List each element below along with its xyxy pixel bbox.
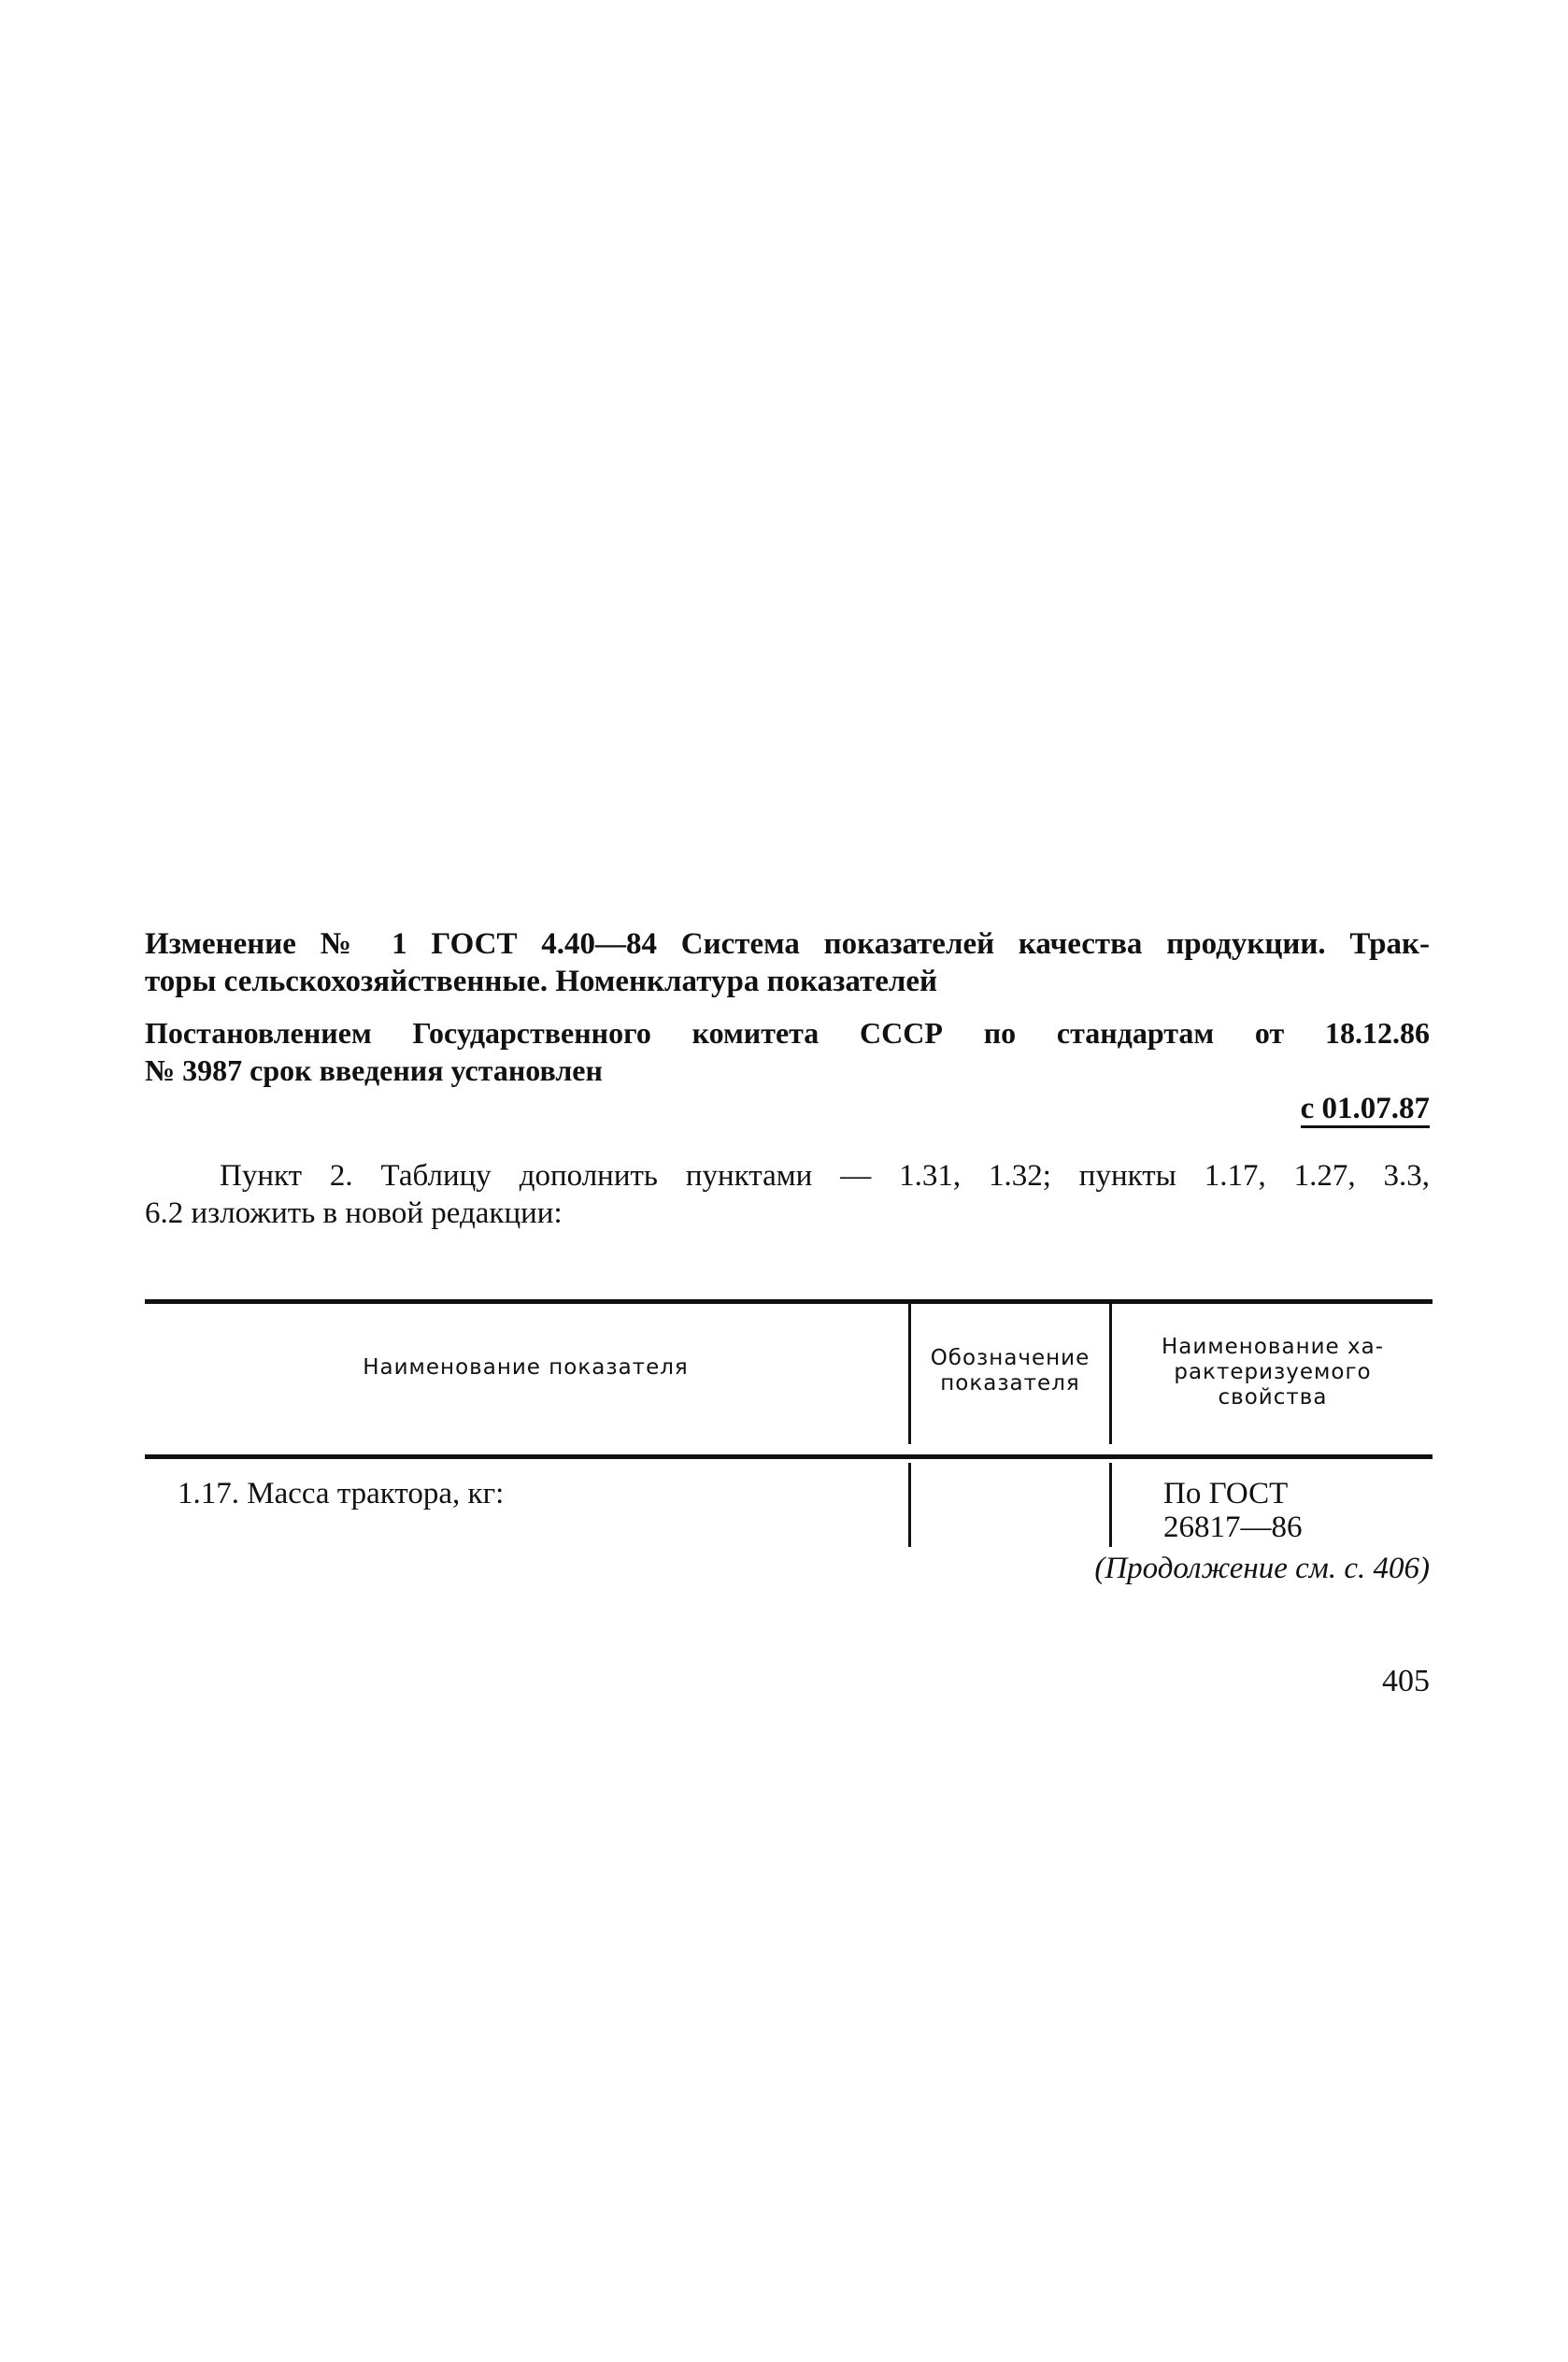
page-number: 405 — [1382, 1664, 1430, 1698]
effective-date: с 01.07.87 — [1301, 1092, 1430, 1128]
row-1-17-name — [178, 1477, 897, 1510]
header-symbol — [912, 1346, 1108, 1396]
header-property-l1: Наименование ха- — [1161, 1335, 1385, 1359]
header-symbol-l2: показателя — [940, 1371, 1080, 1396]
heading-line-1: Изменение № 1 ГОСТ 4.40—84 Система показателей качества продукции. Трак- — [145, 927, 1430, 961]
intro-line-2: 6.2 изложить в новой редакции: — [145, 1196, 563, 1230]
header-property-l3: свойства — [1218, 1385, 1328, 1410]
header-divider-1 — [908, 1304, 911, 1444]
decree-text — [145, 1014, 1430, 1089]
decree-line-1: Постановлением Государственного комитета СССР по стандартам от 18.12.86 — [145, 1016, 1430, 1050]
row-1-17-prop-l1: По ГОСТ — [1163, 1477, 1289, 1510]
body-divider-1 — [908, 1463, 911, 1547]
intro-paragraph — [145, 1157, 1430, 1232]
body-divider-2 — [1109, 1463, 1112, 1547]
continuation-note: (Продолжение см. с. 406) — [1094, 1552, 1430, 1585]
amendment-heading — [145, 925, 1430, 1000]
table-top-rule — [145, 1299, 1433, 1304]
intro-line-1: Пункт 2. Таблицу дополнить пунктами — 1.31, 1.32; пункты 1.17, 1.27, 3.3, — [220, 1159, 1430, 1193]
heading-line-2: торы сельскохозяйственные. Номенклатура показателей — [145, 965, 938, 998]
decree-line-2: № 3987 срок введения установлен — [145, 1053, 603, 1087]
row-1-17-prop-l2: 26817—86 — [1163, 1510, 1303, 1544]
table-header-rule — [145, 1454, 1433, 1459]
header-name: Наименование показателя — [363, 1355, 689, 1380]
header-property — [1114, 1335, 1432, 1410]
row-1-17-property — [1163, 1477, 1303, 1544]
row-1-17-title: 1.17. Масса трактора, кг: — [178, 1477, 505, 1510]
header-property-l2: рактеризуемого — [1174, 1360, 1372, 1384]
header-divider-2 — [1109, 1304, 1112, 1444]
header-symbol-l1: Обозначение — [930, 1346, 1090, 1370]
